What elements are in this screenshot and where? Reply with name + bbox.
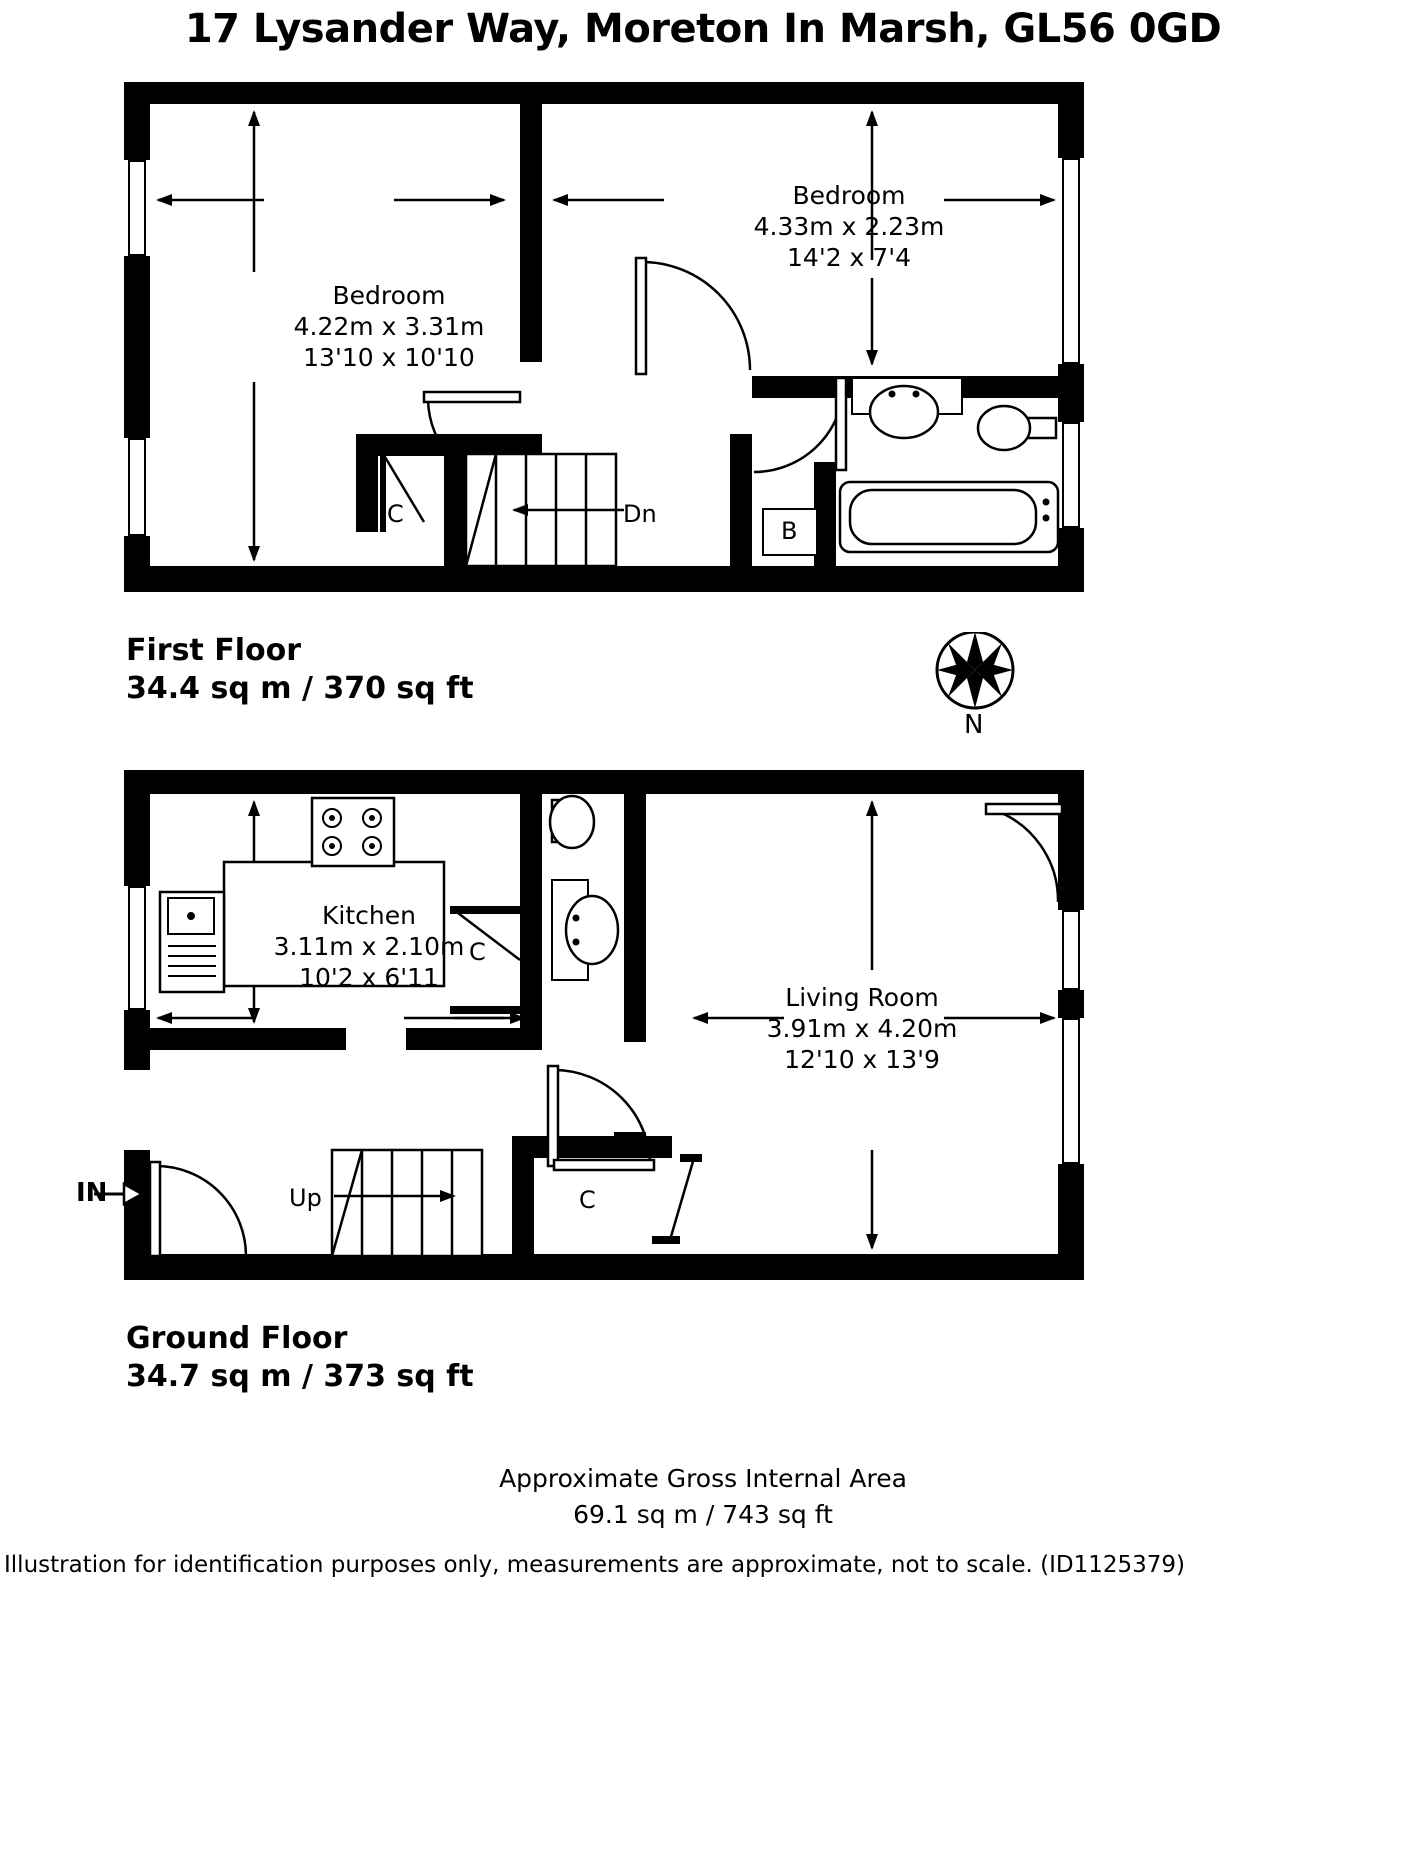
room-label-bedroom-1 xyxy=(254,280,524,373)
first-floor-name: First Floor xyxy=(126,633,302,668)
room-imperial: 12'10 x 13'9 xyxy=(784,1045,940,1074)
first-floor-plan xyxy=(124,82,1084,592)
room-metric: 4.33m x 2.23m xyxy=(753,212,945,241)
room-name: Bedroom xyxy=(332,281,446,310)
room-label-living-room xyxy=(712,982,1012,1075)
cupboard-label-kitchen: C xyxy=(469,938,486,966)
first-floor-area: 34.4 sq m / 370 sq ft xyxy=(126,671,474,706)
room-imperial: 10'2 x 6'11 xyxy=(299,963,439,992)
compass xyxy=(920,632,1030,742)
room-name: Living Room xyxy=(785,983,939,1012)
stairs-up-label: Up xyxy=(289,1184,322,1212)
ground-floor-caption xyxy=(126,1320,474,1396)
stairs-down-label: Dn xyxy=(623,500,657,528)
cupboard-label-1: C xyxy=(387,500,404,528)
disclaimer: Illustration for identification purposes only, measurements are approximate, not to scale. (ID1125379) xyxy=(4,1552,1186,1578)
gross-area-value: 69.1 sq m / 743 sq ft xyxy=(573,1500,833,1529)
boiler-label: B xyxy=(781,517,798,545)
room-metric: 3.91m x 4.20m xyxy=(766,1014,958,1043)
room-label-bedroom-2 xyxy=(694,180,1004,273)
room-metric: 3.11m x 2.10m xyxy=(273,932,465,961)
ground-floor-area: 34.7 sq m / 373 sq ft xyxy=(126,1359,474,1394)
ground-floor-plan xyxy=(76,770,1084,1280)
ground-floor-name: Ground Floor xyxy=(126,1321,348,1356)
compass-north-label: N xyxy=(964,710,984,740)
entrance-label: IN xyxy=(76,1178,108,1208)
gross-area-heading: Approximate Gross Internal Area xyxy=(499,1464,907,1493)
room-metric: 4.22m x 3.31m xyxy=(293,312,485,341)
room-imperial: 14'2 x 7'4 xyxy=(787,243,911,272)
page-title: 17 Lysander Way, Moreton In Marsh, GL56 0GD xyxy=(184,6,1222,52)
cupboard-label-understair: C xyxy=(579,1186,596,1214)
room-imperial: 13'10 x 10'10 xyxy=(303,343,475,372)
first-floor-caption xyxy=(126,632,474,708)
room-name: Kitchen xyxy=(322,901,416,930)
room-name: Bedroom xyxy=(792,181,906,210)
